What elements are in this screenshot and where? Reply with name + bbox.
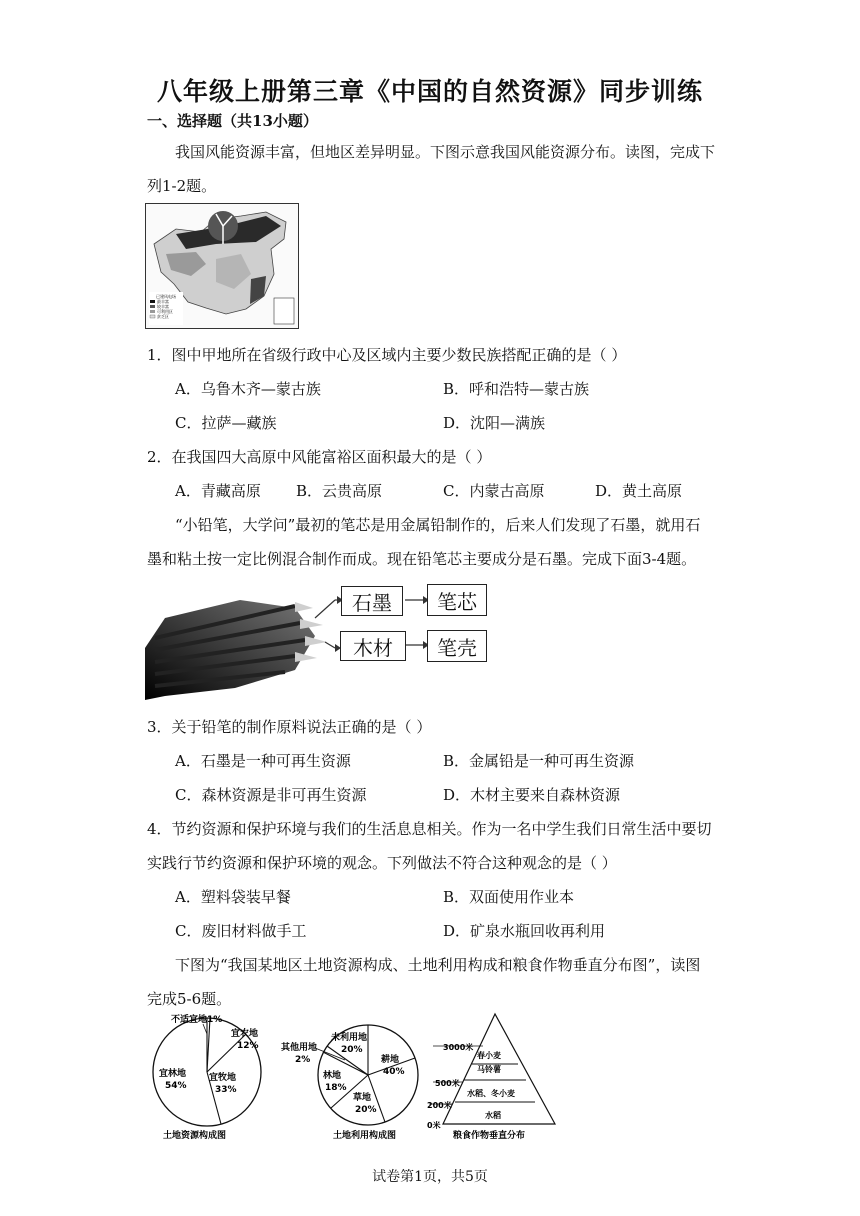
q1-option-d: D．沈阳—满族 [443,414,546,432]
land-resource-pie [153,1013,261,1141]
intro3-line2: 完成5-6题。 [147,990,232,1008]
map-legend-2: 较丰富 [157,304,169,309]
pie1-label-pasture: 宜牧地 [209,1073,237,1083]
pie1-label-unsuitable: 不适宜地1% [171,1015,223,1025]
q3-option-c: C．森林资源是非可再生资源 [175,786,367,804]
layer-rice: 水稻 [485,1111,501,1120]
map-legend-0: 已建风电场 [156,294,176,299]
height-3000: 3000米 [443,1043,474,1052]
map-legend-1: 最丰富 [157,299,169,304]
intro2-line1: “小铅笔，大学问”最初的笔芯是用金属铅制作的，后来人们发现了石墨，就用石 [175,516,701,534]
land-use-pie [281,1025,418,1141]
intro1-line1: 我国风能资源丰富，但地区差异明显。下图示意我国风能资源分布。读图，完成下 [175,143,716,161]
intro3-line1: 下图为“我国某地区土地资源构成、土地利用构成和粮食作物垂直分布图”，读图 [175,956,701,974]
height-500: 500米 [435,1079,460,1088]
pie2-label-cropland: 耕地 [381,1055,400,1065]
pie2-label-unused: 未利用地 [331,1033,368,1043]
q1-stem: 1．图中甲地所在省级行政中心及区域内主要少数民族搭配正确的是（ ） [147,346,627,364]
q2-option-d: D．黄土高原 [595,482,683,500]
q1-option-b: B．呼和浩特—蒙古族 [443,380,590,398]
q2-option-a: A．青藏高原 [175,482,261,500]
intro2-line2: 墨和粘土按一定比例混合制作而成。现在铅笔芯主要成分是石墨。完成下面3-4题。 [147,550,697,568]
pie2-label-other: 其他用地 [281,1043,318,1053]
box-wood: 木材 [340,631,406,661]
q1-option-a: A．乌鲁木齐—蒙古族 [175,380,321,398]
pie1-caption: 土地资源构成图 [163,1131,227,1141]
q4-stem-line1: 4．节约资源和保护环境与我们的生活息息相关。作为一名中学生我们日常生活中要切 [147,820,712,838]
q4-stem-line2: 实践行节约资源和保护环境的观念。下列做法不符合这种观念的是（ ） [147,854,617,872]
q3-stem: 3．关于铅笔的制作原料说法正确的是（ ） [147,718,432,736]
crop-vertical-pyramid [427,1014,555,1141]
pie1-label-farmland: 宜农地 [231,1029,259,1039]
q2-option-b: B．云贵高原 [296,482,383,500]
height-200: 200米 [427,1101,452,1110]
q2-stem: 2．在我国四大高原中风能富裕区面积最大的是（ ） [147,448,492,466]
layer-potato: 马铃薯 [477,1065,501,1074]
pie2-label-grassland-pct: 20% [355,1105,377,1115]
q4-option-b: B．双面使用作业本 [443,888,575,906]
layer-rice-winter-wheat: 水稻、冬小麦 [467,1089,515,1098]
pie2-caption: 土地利用构成图 [333,1131,397,1141]
q1-option-c: C．拉萨—藏族 [175,414,277,432]
q2-option-c: C．内蒙古高原 [443,482,545,500]
pie1-label-forest: 宜林地 [159,1069,187,1079]
pencil-figure [145,578,490,700]
pie2-label-unused-pct: 20% [341,1045,363,1055]
pie2-label-other-pct: 2% [295,1055,311,1065]
map-legend-3: 可利用区 [157,309,173,314]
box-pencil-shell: 笔壳 [427,630,487,662]
q3-option-a: A．石墨是一种可再生资源 [175,752,351,770]
pie2-label-woodland: 林地 [323,1071,342,1081]
pie2-label-cropland-pct: 40% [383,1067,405,1077]
wind-resource-map [145,203,299,329]
pie1-label-pasture-pct: 33% [215,1085,237,1095]
section-heading: 一、选择题（共13小题） [147,112,318,130]
intro1-line2: 列1-2题。 [147,177,217,195]
q4-option-c: C．废旧材料做手工 [175,922,307,940]
q3-option-b: B．金属铅是一种可再生资源 [443,752,635,770]
pie1-label-forest-pct: 54% [165,1081,187,1091]
pie1-label-farmland-pct: 12% [237,1041,259,1051]
box-pencil-core: 笔芯 [427,584,487,616]
pie2-label-grassland: 草地 [353,1093,372,1103]
q4-option-a: A．塑料袋装早餐 [175,888,291,906]
page-title: 八年级上册第三章《中国的自然资源》同步训练 [156,77,703,106]
map-legend-4: 贫乏区 [157,314,169,319]
pyramid-caption: 粮食作物垂直分布 [453,1131,526,1141]
layer-spring-wheat: 春小麦 [477,1051,501,1060]
pie2-label-woodland-pct: 18% [325,1083,347,1093]
box-graphite: 石墨 [341,586,403,616]
q4-option-d: D．矿泉水瓶回收再利用 [443,922,606,940]
q3-option-d: D．木材主要来自森林资源 [443,786,621,804]
height-0: 0米 [427,1121,441,1130]
page-footer: 试卷第1页，共5页 [372,1169,488,1185]
land-resource-figures [145,1010,565,1145]
